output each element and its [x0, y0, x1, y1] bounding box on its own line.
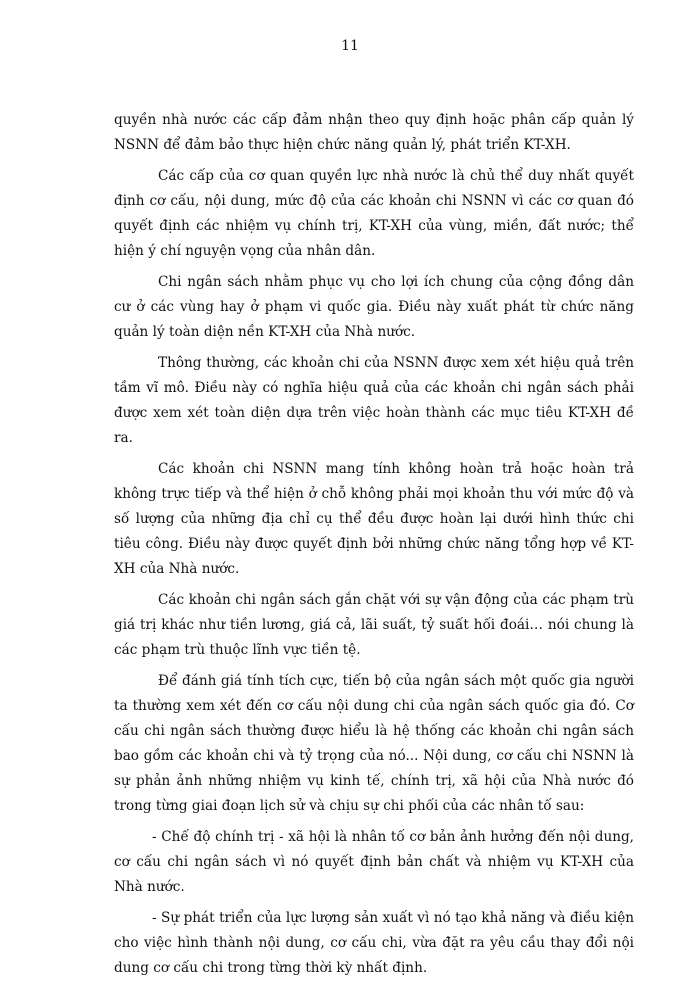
- paragraph: Thông thường, các khoản chi của NSNN được xem xét hiệu quả trên tầm vĩ mô. Điều này có nghĩa hiệu quả của các khoản chi ngân sách phải được xem xét toàn diện dựa trên việc hoàn thành các mục tiêu KT-XH đề ra.: [114, 355, 634, 446]
- bullet-paragraph: - Sự phát triển của lực lượng sản xuất vì nó tạo khả năng và điều kiện cho việc hình thành nội dung, cơ cấu chi, vừa đặt ra yêu cầu thay đổi nội dung cơ cấu chi trong từng thời kỳ nhất định.: [114, 910, 634, 976]
- paragraph: Để đánh giá tính tích cực, tiến bộ của ngân sách một quốc gia người ta thường xem xét đến cơ cấu nội dung chi của ngân sách quốc gia đó. Cơ cấu chi ngân sách thường được hiểu là hệ thống các khoản chi ngân sách bao gồm các khoản chi và tỷ trọng của nó... Nội dung, cơ cấu chi NSNN là sự phản ảnh những nhiệm vụ kinh tế, chính trị, xã hội của Nhà nước đó trong từng giai đoạn lịch sử và chịu sự chi phối của các nhân tố sau:: [114, 673, 634, 814]
- body-text: [114, 108, 634, 987]
- paragraph: Chi ngân sách nhằm phục vụ cho lợi ích chung của cộng đồng dân cư ở các vùng hay ở phạm vi quốc gia. Điều này xuất phát từ chức năng quản lý toàn diện nền KT-XH của Nhà nước.: [114, 274, 634, 340]
- bullet-paragraph: - Chế độ chính trị - xã hội là nhân tố cơ bản ảnh hưởng đến nội dung, cơ cấu chi ngân sách vì nó quyết định bản chất và nhiệm vụ KT-XH của Nhà nước.: [114, 829, 634, 895]
- paragraph-continuation: quyền nhà nước các cấp đảm nhận theo quy định hoặc phân cấp quản lý NSNN để đảm bảo thực hiện chức năng quản lý, phát triển KT-XH.: [114, 112, 634, 153]
- paragraph: Các cấp của cơ quan quyền lực nhà nước là chủ thể duy nhất quyết định cơ cấu, nội dung, mức độ của các khoản chi NSNN vì các cơ quan đó quyết định các nhiệm vụ chính trị, KT-XH của vùng, miền, đất nước; thể hiện ý chí nguyện vọng của nhân dân.: [114, 168, 634, 259]
- paragraph: Các khoản chi NSNN mang tính không hoàn trả hoặc hoàn trả không trực tiếp và thể hiện ở chỗ không phải mọi khoản thu với mức độ và số lượng của những địa chỉ cụ thể đều được hoàn lại dưới hình thức chi tiêu công. Điều này được quyết định bởi những chức năng tổng hợp về KT-XH của Nhà nước.: [114, 461, 634, 577]
- page-number: 11: [341, 38, 359, 54]
- paragraph: Các khoản chi ngân sách gắn chặt với sự vận động của các phạm trù giá trị khác như tiền lương, giá cả, lãi suất, tỷ suất hối đoái… nói chung là các phạm trù thuộc lĩnh vực tiền tệ.: [114, 592, 634, 658]
